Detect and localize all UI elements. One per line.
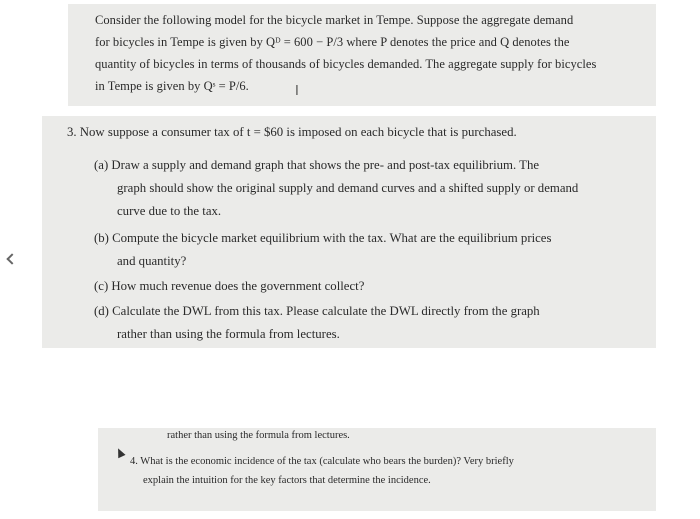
part-a-line-2: graph should show the original supply and demand curves and a shifted supply or demand [117,181,579,195]
question-4-line-2: explain the intuition for the key factors that determine the incidence. [143,475,431,486]
question-4-line-1: 4. What is the economic incidence of the tax (calculate who bears the burden)? Very briefly [130,456,514,467]
intro-line-3: quantity of bicycles in terms of thousands of bicycles demanded. The aggregate supply for bicycles [95,57,597,71]
part-b-line-1: (b) Compute the bicycle market equilibrium with the tax. What are the equilibrium prices [94,231,552,245]
intro-line-4: in Tempe is given by Qˢ = P/6. [95,79,249,93]
intro-line-1: Consider the following model for the bicycle market in Tempe. Suppose the aggregate demand [95,13,574,27]
part-a-line-1: (a) Draw a supply and demand graph that shows the pre- and post-tax equilibrium. The [94,158,540,172]
part-d-line-1: (d) Calculate the DWL from this tax. Please calculate the DWL directly from the graph [94,304,540,318]
text-cursor-icon: I [295,84,299,99]
page-edge-mark [6,253,17,264]
question-3-stem: 3. Now suppose a consumer tax of t = $60 is imposed on each bicycle that is purchased. [67,125,517,139]
intro-line-2: for bicycles in Tempe is given by Qᴰ = 600 − P/3 where P denotes the price and Q denotes the [95,35,570,49]
part-d-line-2: rather than using the formula from lectures. [117,327,340,341]
part-b-line-2: and quantity? [117,254,187,268]
fragment-top-line: rather than using the formula from lectures. [167,430,350,441]
part-a-line-3: curve due to the tax. [117,204,222,218]
part-c: (c) How much revenue does the government collect? [94,279,365,293]
